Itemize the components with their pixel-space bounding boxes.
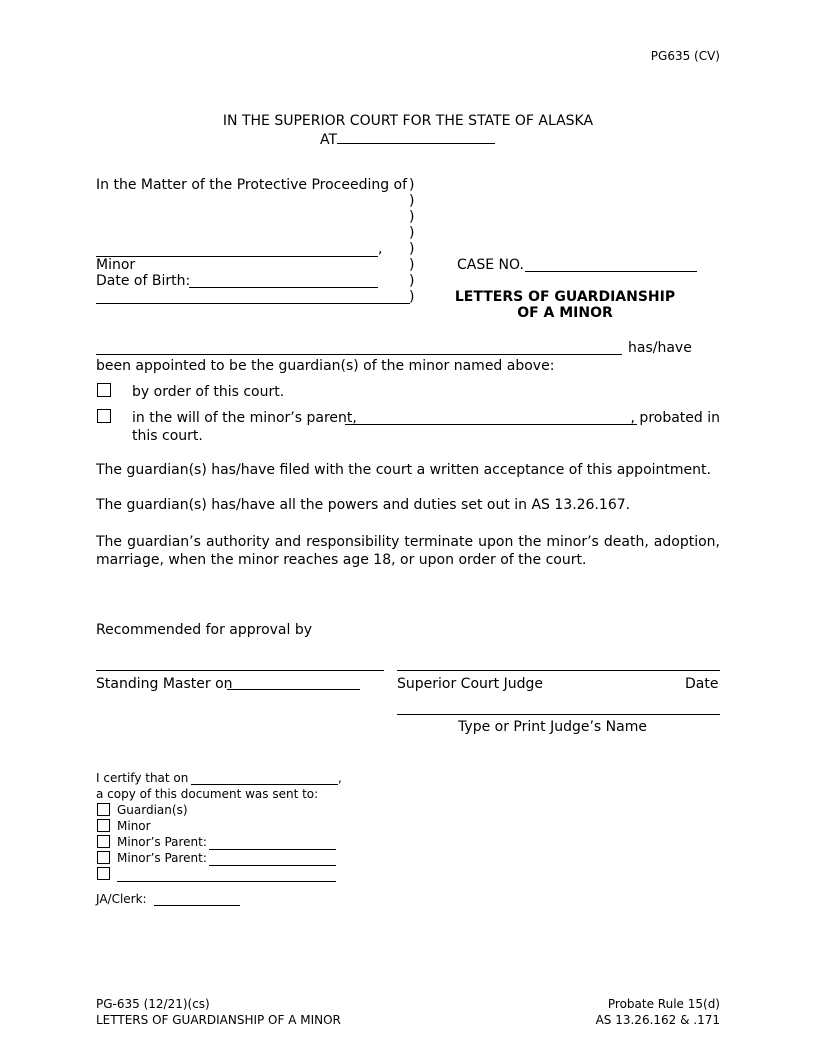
other-recipient-field[interactable]: [117, 881, 336, 882]
caption-paren-7: ): [409, 273, 415, 289]
sent-to-label: a copy of this document was sent to:: [96, 787, 319, 801]
judge-label: Superior Court Judge: [397, 676, 543, 692]
minor-checkbox-label: Minor: [117, 819, 151, 833]
guardian-name-field[interactable]: [96, 354, 622, 355]
this-court-label: this court.: [132, 428, 203, 444]
other-recipient-checkbox[interactable]: [97, 867, 110, 880]
clerk-initials-field[interactable]: [154, 905, 240, 906]
footer-statute: AS 13.26.162 & .171: [595, 1013, 720, 1027]
acceptance-paragraph: The guardian(s) has/have filed with the court a written acceptance of this appointment.: [96, 462, 711, 478]
case-no-field[interactable]: [525, 271, 697, 272]
appointed-text: been appointed to be the guardian(s) of the minor named above:: [96, 358, 555, 374]
caption-paren-4: ): [409, 225, 415, 241]
standing-master-signature-line[interactable]: [96, 670, 384, 671]
footer-rule: Probate Rule 15(d): [607, 997, 720, 1011]
standing-master-label: Standing Master on: [96, 676, 233, 692]
caption-paren-2: ): [409, 193, 415, 209]
caption-paren-5: ): [409, 241, 415, 257]
will-of-parent-checkbox[interactable]: [97, 409, 111, 423]
probated-in-label: , probated in: [630, 410, 720, 426]
judge-name-field[interactable]: [397, 714, 720, 715]
parent-name-field[interactable]: [345, 424, 637, 425]
parent-2-label: Minor’s Parent:: [117, 851, 207, 865]
court-location-field[interactable]: [337, 129, 495, 144]
date-label: Date: [685, 676, 719, 692]
order-of-court-checkbox[interactable]: [97, 383, 111, 397]
caption-paren-1: ): [409, 177, 415, 193]
minor-checkbox[interactable]: [97, 819, 110, 832]
dob-row: [96, 273, 190, 289]
guardian-label: Guardian(s): [117, 803, 188, 817]
recommended-label: Recommended for approval by: [96, 622, 313, 638]
option-order-label: by order of this court.: [132, 384, 285, 400]
court-heading: IN THE SUPERIOR COURT FOR THE STATE OF ALASKA: [222, 113, 594, 129]
minor-name-comma: ,: [378, 241, 383, 257]
caption-paren-3: ): [409, 209, 415, 225]
caption-paren-6: ): [409, 257, 415, 273]
judge-signature-line[interactable]: [397, 670, 720, 671]
clerk-label: JA/Clerk:: [96, 892, 147, 906]
guardian-checkbox[interactable]: [97, 803, 110, 816]
document-title-line2: OF A MINOR: [517, 305, 613, 321]
certify-date-field[interactable]: [191, 784, 338, 785]
parent-1-label: Minor’s Parent:: [117, 835, 207, 849]
footer-form-number: PG-635 (12/21)(cs): [96, 997, 210, 1011]
powers-paragraph: The guardian(s) has/have all the powers and duties set out in AS 13.26.167.: [96, 497, 631, 513]
parent-1-checkbox[interactable]: [97, 835, 110, 848]
form-code: PG635 (CV): [650, 49, 720, 63]
document-title-line1: LETTERS OF GUARDIANSHIP: [454, 289, 676, 305]
footer-form-title: LETTERS OF GUARDIANSHIP OF A MINOR: [96, 1013, 341, 1027]
minor-name-field[interactable]: [96, 256, 378, 257]
caption-paren-8: ): [409, 289, 415, 305]
dob-field[interactable]: [189, 287, 378, 288]
print-name-label: Type or Print Judge’s Name: [458, 719, 647, 735]
minor-label: Minor: [96, 257, 136, 273]
at-label: AT: [320, 132, 338, 148]
court-location: [320, 129, 495, 148]
termination-paragraph: The guardian’s authority and responsibility terminate upon the minor’s death, adoption, marriage, when the minor reaches age 18, or upon order of the court.: [96, 534, 720, 568]
matter-label: In the Matter of the Protective Proceeding of: [96, 177, 408, 193]
parent-2-field[interactable]: [209, 865, 336, 866]
case-no-label: CASE NO.: [457, 257, 524, 273]
has-have-label: has/have: [628, 340, 692, 356]
option-will-label: in the will of the minor’s parent,: [132, 410, 357, 426]
parent-2-checkbox[interactable]: [97, 851, 110, 864]
parent-1-field[interactable]: [209, 849, 336, 850]
standing-master-date-field[interactable]: [227, 689, 360, 690]
caption-bottom-line: [96, 303, 410, 304]
certify-label: I certify that on: [96, 771, 189, 785]
certify-comma: ,: [338, 771, 342, 785]
dob-label: Date of Birth:: [96, 273, 191, 289]
